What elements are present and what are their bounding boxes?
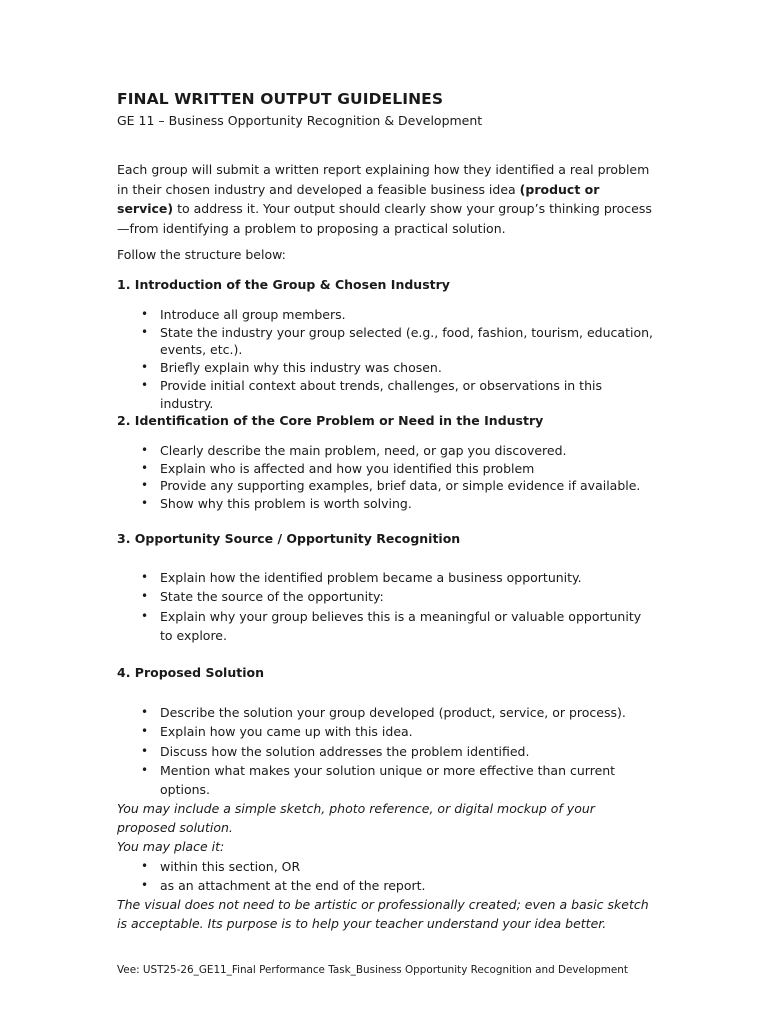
- list-item: [117, 703, 653, 722]
- bullet-icon: •: [141, 460, 149, 475]
- list-item: [117, 876, 653, 895]
- section-3-heading: 3. Opportunity Source / Opportunity Recognition: [117, 531, 461, 546]
- visual-note-intro: You may include a simple sketch, photo reference, or digital mockup of your proposed solution.: [117, 801, 595, 836]
- list-item-text: State the source of the opportunity:: [160, 589, 384, 605]
- list-item-text: Explain who is affected and how you identified this problem: [160, 460, 535, 476]
- list-item-text: Explain why your group believes this is a meaningful or valuable opportunity to explore.: [160, 608, 642, 643]
- section-4-heading: 4. Proposed Solution: [117, 665, 264, 680]
- follow-structure-text: Follow the structure below:: [117, 247, 286, 262]
- list-item-text: Explain how the identified problem became a business opportunity.: [160, 570, 582, 585]
- bullet-icon: •: [141, 705, 149, 719]
- bullet-icon: •: [141, 608, 149, 623]
- visual-note-placement: You may place it:: [117, 839, 225, 854]
- list-item: [117, 495, 653, 513]
- list-item: [117, 722, 653, 741]
- section-4-list: [117, 703, 653, 799]
- document-page: [117, 0, 653, 1024]
- list-item-text: Show why this problem is worth solving.: [160, 496, 412, 512]
- list-item-text: Introduce all group members.: [160, 307, 346, 322]
- list-item-text: Discuss how the solution addresses the problem identified.: [160, 743, 530, 759]
- list-item-text: Provide any supporting examples, brief data, or simple evidence if available.: [160, 478, 641, 494]
- section-2-heading: 2. Identification of the Core Problem or Need in the Industry: [117, 413, 544, 428]
- bullet-icon: •: [141, 743, 149, 758]
- intro-text-1: Each group will submit a written report explaining how they identified a real problem in their chosen industry and developed a feasible business idea: [117, 162, 650, 197]
- bullet-icon: •: [141, 377, 149, 392]
- list-item: [117, 306, 653, 324]
- bullet-icon: •: [141, 878, 149, 893]
- list-item: [117, 377, 653, 412]
- section-2-list: [117, 442, 653, 513]
- intro-paragraph: [117, 160, 653, 238]
- bullet-icon: •: [141, 307, 149, 321]
- list-item: [117, 324, 653, 359]
- list-item: [117, 460, 653, 478]
- list-item-text: State the industry your group selected (e.g., food, fashion, tourism, education, events, etc.).: [160, 324, 653, 358]
- list-item-text: Briefly explain why this industry was chosen.: [160, 360, 442, 376]
- list-item-text: within this section, OR: [160, 859, 301, 874]
- list-item: [117, 761, 653, 800]
- list-item: [117, 442, 653, 460]
- page-title: FINAL WRITTEN OUTPUT GUIDELINES: [117, 90, 444, 108]
- list-item: [117, 857, 653, 876]
- bullet-icon: •: [141, 570, 149, 584]
- visual-note-closing: The visual does not need to be artistic or professionally created; even a basic sketch is acceptable. Its purpose is to help your teacher understand your idea better.: [117, 897, 649, 932]
- bullet-icon: •: [141, 324, 149, 339]
- list-item: [117, 587, 653, 606]
- list-item-text: Provide initial context about trends, challenges, or observations in this industry.: [160, 377, 602, 411]
- bullet-icon: •: [141, 859, 149, 873]
- bullet-icon: •: [141, 478, 149, 493]
- section-3-list: [117, 568, 653, 645]
- bullet-icon: •: [141, 496, 149, 511]
- list-item: [117, 742, 653, 761]
- list-item: [117, 607, 653, 646]
- list-item: [117, 359, 653, 377]
- list-item: [117, 568, 653, 587]
- bullet-icon: •: [141, 360, 149, 375]
- section-1-heading: 1. Introduction of the Group & Chosen Industry: [117, 277, 450, 292]
- list-item-text: Explain how you came up with this idea.: [160, 724, 413, 740]
- list-item: [117, 477, 653, 495]
- section-1-list: [117, 306, 653, 412]
- list-item-text: Clearly describe the main problem, need, or gap you discovered.: [160, 443, 567, 458]
- intro-text-2: to address it. Your output should clearly show your group’s thinking process—from identifying a problem to proposing a practical solution.: [117, 201, 652, 236]
- intro-bold-text: (product or service): [117, 181, 600, 216]
- list-item-text: Describe the solution your group developed (product, service, or process).: [160, 705, 626, 720]
- list-item-text: as an attachment at the end of the report.: [160, 878, 426, 894]
- bullet-icon: •: [141, 762, 149, 777]
- bullet-icon: •: [141, 589, 149, 604]
- visual-note-list: [117, 857, 653, 896]
- page-footer: Vee: UST25-26_GE11_Final Performance Task_Business Opportunity Recognition and Development: [117, 964, 628, 976]
- bullet-icon: •: [141, 443, 149, 457]
- list-item-text: Mention what makes your solution unique or more effective than current options.: [160, 762, 616, 798]
- bullet-icon: •: [141, 724, 149, 739]
- page-subtitle: GE 11 – Business Opportunity Recognition & Development: [117, 113, 483, 128]
